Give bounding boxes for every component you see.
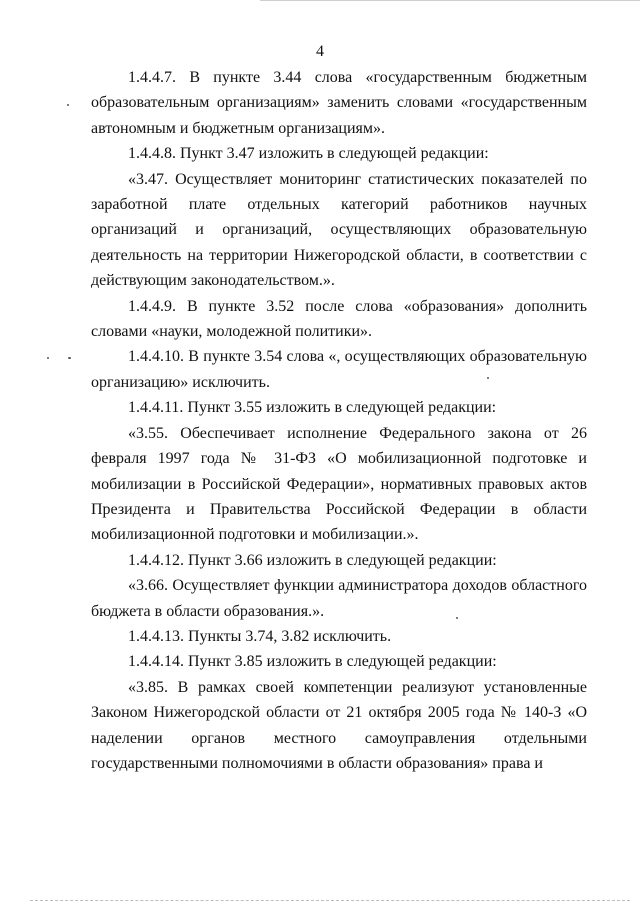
paragraph-quote-3-55: «3.55. Обеспечивает исполнение Федерального закона от 26 февраля 1997 года № 31-ФЗ «О мобилизационной подготовке и мобилизации в Российской Федерации», нормативных правовых актов Президента и Правительства Российской Федерации в области мобилизационной подготовки и мобилизации.». [91, 424, 587, 544]
paragraph-1-4-4-8: 1.4.4.8. Пункт 3.47 изложить в следующей редакции: [128, 145, 489, 163]
page-number: 4 [316, 43, 324, 60]
paragraph-1-4-4-12: 1.4.4.12. Пункт 3.66 изложить в следующей редакции: [128, 551, 497, 569]
document-body [91, 65, 587, 776]
paragraph-1-4-4-11: 1.4.4.11. Пункт 3.55 изложить в следующей редакции: [128, 399, 497, 417]
paragraph-1-4-4-7: 1.4.4.7. В пункте 3.44 слова «государственным бюджетным образовательным организациям» заменить словами «государственным автономным и бюджетным организациям». [91, 69, 587, 137]
scan-speck [47, 357, 49, 359]
scan-edge-bottom [30, 900, 630, 902]
paragraph-1-4-4-14: 1.4.4.14. Пункт 3.85 изложить в следующей редакции: [128, 653, 497, 671]
scan-edge-top [260, 0, 640, 1]
paragraph-1-4-4-10: 1.4.4.10. В пункте 3.54 слова «, осуществляющих образовательную организацию» исключить. [91, 348, 587, 391]
paragraph-quote-3-85: «3.85. В рамках своей компетенции реализуют установленные Законом Нижегородской области от 21 октября 2005 года № 140-З «О наделении органов местного самоуправления отдельными государственными полномочиями в области образования» права и [91, 678, 587, 772]
paragraph-quote-3-47: «3.47. Осуществляет мониторинг статистических показателей по заработной плате отдельных категорий работников научных организаций и организаций, осуществляющих образовательную деятельность на территории Нижегородской области, в соответствии с действующим законодательством.». [91, 170, 587, 290]
paragraph-quote-3-66: «3.66. Осуществляет функции администратора доходов областного бюджета в области образования.». [91, 577, 587, 620]
paragraph-1-4-4-13: 1.4.4.13. Пункты 3.74, 3.82 исключить. [128, 627, 392, 645]
scan-speck [67, 104, 69, 106]
scan-speck [456, 617, 458, 619]
scan-speck [487, 377, 489, 379]
scan-speck [68, 357, 71, 359]
paragraph-1-4-4-9: 1.4.4.9. В пункте 3.52 после слова «образования» дополнить словами «науки, молодежной политики». [91, 297, 587, 341]
